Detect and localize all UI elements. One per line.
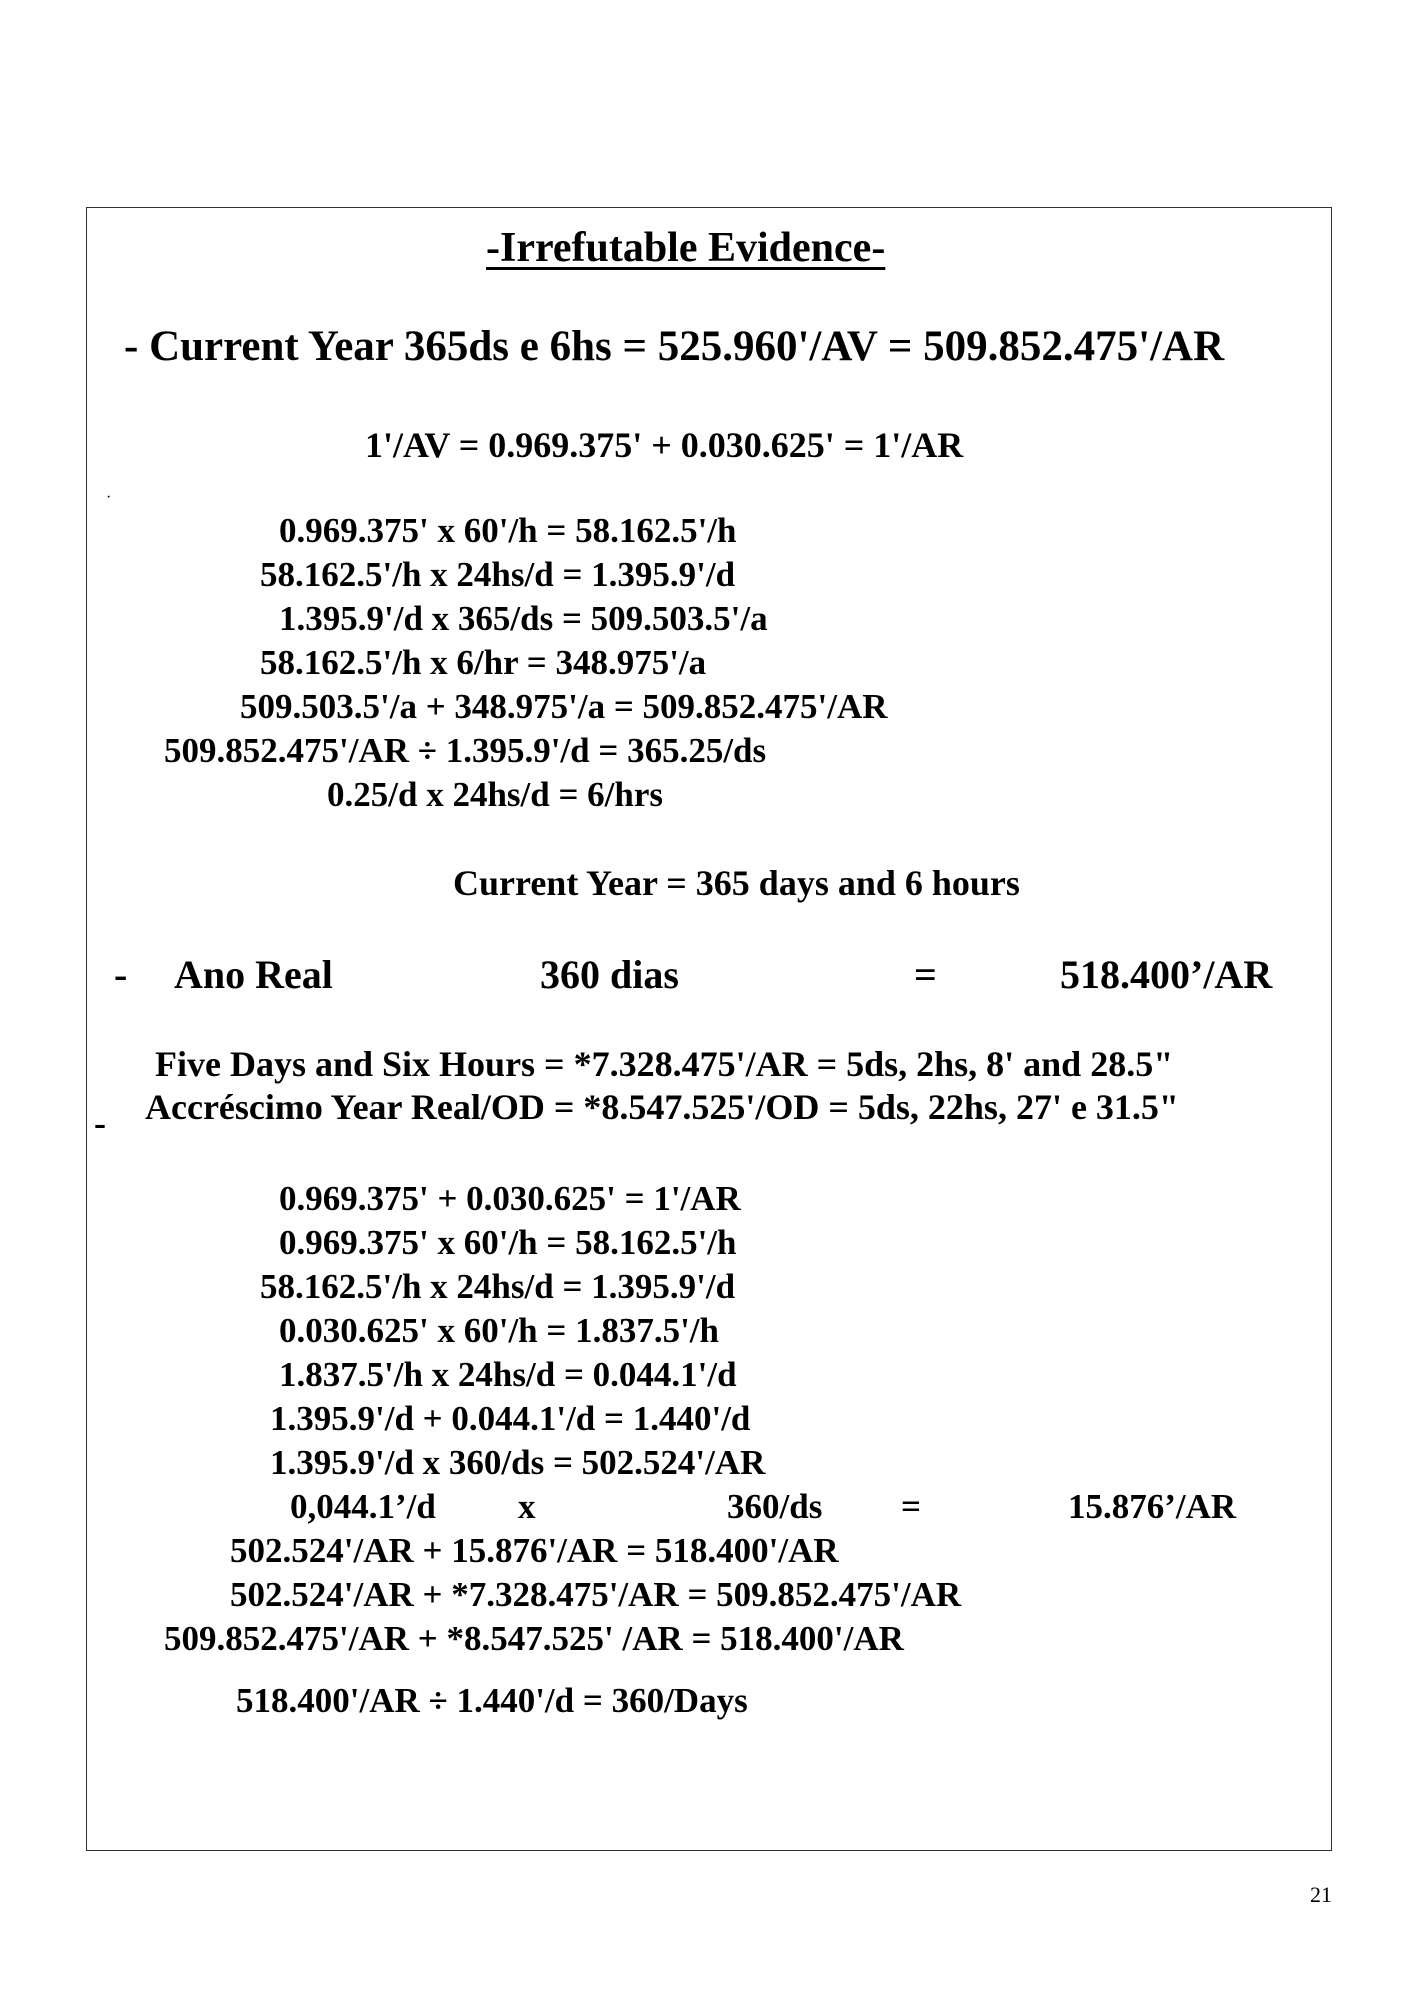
calc-line: 58.162.5'/h x 6/hr = 348.975'/a (260, 643, 707, 682)
final-line: 518.400'/AR ÷ 1.440'/d = 360/Days (236, 1681, 748, 1720)
page-number: 21 (1310, 1882, 1332, 1907)
spread-equals: = (901, 1487, 921, 1526)
stray-mark: · (106, 489, 112, 506)
calc-line: 509.852.475'/AR + *8.547.525' /AR = 518.400'/AR (164, 1619, 904, 1658)
calc-line: 1.395.9'/d x 365/ds = 509.503.5'/a (279, 599, 768, 638)
calc-line: 0.030.625' x 60'/h = 1.837.5'/h (279, 1311, 719, 1350)
ano-real-equals: = (914, 952, 937, 997)
calc-line: 1.837.5'/h x 24hs/d = 0.044.1'/d (279, 1355, 737, 1394)
calc-line: 1.395.9'/d x 360/ds = 502.524'/AR (270, 1443, 766, 1482)
calc-line: 509.503.5'/a + 348.975'/a = 509.852.475'/AR (240, 687, 888, 726)
calc-line: 502.524'/AR + *7.328.475'/AR = 509.852.475'/AR (230, 1575, 962, 1614)
spread-operator: x (518, 1487, 536, 1526)
calc-line: 0.969.375' x 60'/h = 58.162.5'/h (279, 511, 737, 550)
equivalence-line: 1'/AV = 0.969.375' + 0.030.625' = 1'/AR (365, 425, 964, 465)
calc-line: 1.395.9'/d + 0.044.1'/d = 1.440'/d (270, 1399, 751, 1438)
calc-line: 0.969.375' + 0.030.625' = 1'/AR (279, 1179, 741, 1218)
spread-result: 15.876’/AR (1068, 1487, 1237, 1526)
calc-line: 58.162.5'/h x 24hs/d = 1.395.9'/d (260, 555, 736, 594)
current-year-result: Current Year = 365 days and 6 hours (453, 863, 1020, 903)
ano-real-value: 518.400’/AR (1060, 952, 1273, 997)
calc-line: 502.524'/AR + 15.876'/AR = 518.400'/AR (230, 1531, 839, 1570)
calc-line: 58.162.5'/h x 24hs/d = 1.395.9'/d (260, 1267, 736, 1306)
ano-real-dash: - (114, 952, 128, 997)
document-title: -Irrefutable Evidence- (486, 225, 886, 271)
spread-operand-a: 0,044.1’/d (290, 1487, 436, 1526)
five-days-line: Five Days and Six Hours = *7.328.475'/AR = 5ds, 2hs, 8' and 28.5" (155, 1044, 1174, 1084)
accrescimo-line: Accréscimo Year Real/OD = *8.547.525'/OD = 5ds, 22hs, 27' e 31.5" (145, 1087, 1179, 1127)
ano-real-label: Ano Real (174, 952, 333, 997)
calc-line: 509.852.475'/AR ÷ 1.395.9'/d = 365.25/ds (164, 731, 767, 770)
calc-line: 0.25/d x 24hs/d = 6/hrs (327, 775, 664, 814)
calc-line: 0.969.375' x 60'/h = 58.162.5'/h (279, 1223, 737, 1262)
accrescimo-dash: - (94, 1103, 106, 1143)
current-year-headline: - Current Year 365ds e 6hs = 525.960'/AV = 509.852.475'/AR (124, 323, 1225, 370)
spread-operand-b: 360/ds (727, 1487, 823, 1526)
ano-real-days: 360 dias (540, 952, 679, 997)
